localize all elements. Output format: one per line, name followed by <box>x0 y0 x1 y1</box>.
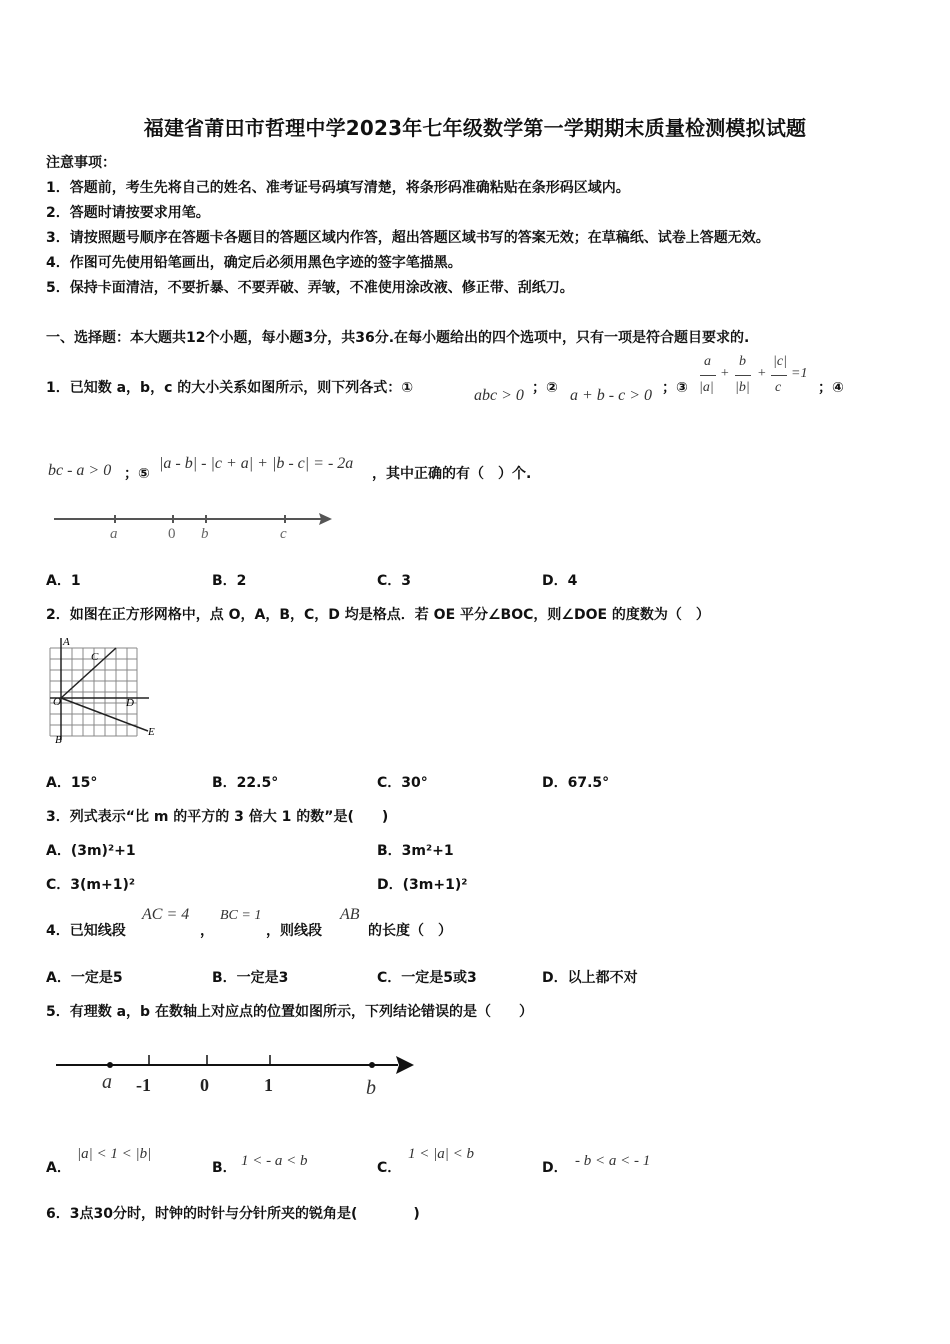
label-B: B <box>55 734 62 746</box>
q4-option-a[interactable]: A．一定是5 <box>46 970 123 986</box>
fraction-bar <box>735 375 751 376</box>
label-D: D <box>126 697 134 709</box>
q1-expr-2: a + b - c > 0 <box>570 387 653 404</box>
q4-tail: 的长度（ ） <box>368 923 452 939</box>
q1-expr-4: bc - a > 0 <box>48 462 112 479</box>
axis-arrow <box>396 1056 414 1074</box>
q6-stem: 6．3点30分时，时钟的时针与分针所夹的锐角是( ) <box>46 1206 420 1222</box>
axis-label-b: b <box>201 526 209 542</box>
label-O: O <box>53 696 61 708</box>
note-item: 2．答题时请按要求用笔。 <box>46 205 210 221</box>
q2-option-b[interactable]: B．22.5° <box>212 775 279 791</box>
q5-option-b-letter[interactable]: B． <box>212 1160 237 1176</box>
q1-option-d[interactable]: D．4 <box>542 573 578 589</box>
section-heading: 一、选择题：本大题共12个小题，每小题3分，共36分.在每小题给出的四个选项中，只有一项是符合题目要求的. <box>46 330 750 346</box>
q4-option-b[interactable]: B．一定是3 <box>212 970 289 986</box>
q5-option-c-letter[interactable]: C． <box>377 1160 402 1176</box>
axis-label-a: a <box>110 526 118 542</box>
fraction-bar <box>700 375 716 376</box>
point-a <box>107 1062 113 1068</box>
q4-option-c[interactable]: C．一定是5或3 <box>377 970 477 986</box>
q5-option-a[interactable]: |a| < 1 < |b| <box>77 1146 152 1162</box>
page-title: 福建省莆田市哲理中学2023年七年级数学第一学期期末质量检测模拟试题 <box>143 116 807 140</box>
fraction-bar <box>771 375 787 376</box>
q1-sep: ；② <box>532 380 558 396</box>
q2-stem: 2．如图在正方形网格中，点 O，A，B，C，D 均是格点．若 OE 平分∠BOC，则∠DOE 的度数为（ ） <box>46 607 710 623</box>
axis-label-c: c <box>280 526 287 542</box>
q4-sep: ， <box>200 923 214 939</box>
note-item: 1．答题前，考生先将自己的姓名、准考证号码填写清楚，将条形码准确粘贴在条形码区域内。 <box>46 180 630 196</box>
q1-expr-3: a |a| + b |b| + |c| c =1 <box>699 354 808 395</box>
ray-OC <box>61 648 116 698</box>
q4-expr-bc: BC = 1 <box>220 908 262 923</box>
q5-stem: 5．有理数 a，b 在数轴上对应点的位置如图所示，下列结论错误的是（ ） <box>46 1004 533 1020</box>
note-item: 3．请按照题号顺序在答题卡各题目的答题区域内作答，超出答题区域书写的答案无效；在草稿纸、试卷上答题无效。 <box>46 230 770 246</box>
q1-tail: ，其中正确的有（ ）个. <box>372 466 532 482</box>
q2-grid-figure <box>44 632 164 747</box>
point-b <box>369 1062 375 1068</box>
q1-option-c[interactable]: C．3 <box>377 573 412 589</box>
q2-option-a[interactable]: A．15° <box>46 775 98 791</box>
q1-expr-1: abc > 0 <box>474 387 524 404</box>
q3-option-b[interactable]: B．3m²+1 <box>377 843 454 859</box>
q1-sep: ；⑤ <box>124 466 150 482</box>
q3-stem: 3．列式表示“比 m 的平方的 3 倍大 1 的数”是( ) <box>46 809 389 825</box>
q4-expr-ab: AB <box>340 906 360 923</box>
note-item: 4．作图可先使用铅笔画出，确定后必须用黑色字迹的签字笔描黑。 <box>46 255 462 271</box>
q5-option-d[interactable]: - b < a < - 1 <box>575 1153 651 1169</box>
label-A: A <box>63 636 70 648</box>
axis-label-b: b <box>366 1077 376 1099</box>
q2-option-d[interactable]: D．67.5° <box>542 775 610 791</box>
q1-number-line <box>48 505 348 545</box>
q3-option-d[interactable]: D．(3m+1)² <box>377 877 468 893</box>
note-item: 5．保持卡面清洁，不要折暴、不要弄破、弄皱，不准使用涂改液、修正带、刮纸刀。 <box>46 280 574 296</box>
q3-option-c[interactable]: C．3(m+1)² <box>46 877 136 893</box>
q4-option-d[interactable]: D．以上都不对 <box>542 970 638 986</box>
q1-option-a[interactable]: A．1 <box>46 573 81 589</box>
axis-label-0: 0 <box>168 526 176 542</box>
q2-option-c[interactable]: C．30° <box>377 775 428 791</box>
q4-expr-ac: AC = 4 <box>142 906 190 923</box>
q5-option-b[interactable]: 1 < - a < b <box>241 1153 308 1169</box>
q5-option-c[interactable]: 1 < |a| < b <box>408 1146 474 1162</box>
axis-label-0: 0 <box>200 1075 209 1095</box>
q4-stem: 4．已知线段 <box>46 923 126 939</box>
q5-option-a-letter[interactable]: A． <box>46 1160 71 1176</box>
notes-header: 注意事项： <box>46 155 116 171</box>
label-C: C <box>91 651 99 663</box>
q1-expr-5: |a - b| - |c + a| + |b - c| = - 2a <box>159 455 354 472</box>
q3-option-a[interactable]: A．(3m)²+1 <box>46 843 136 859</box>
q5-number-line <box>52 1048 422 1103</box>
q1-stem: 1．已知数 a，b，c 的大小关系如图所示，则下列各式：① <box>46 380 414 396</box>
q1-sep: ；④ <box>818 380 844 396</box>
label-E: E <box>148 726 155 738</box>
axis-label-minus1: -1 <box>136 1075 151 1095</box>
axis-label-1: 1 <box>264 1075 273 1095</box>
q5-option-d-letter[interactable]: D． <box>542 1160 568 1176</box>
q1-option-b[interactable]: B．2 <box>212 573 247 589</box>
q1-sep: ；③ <box>662 380 688 396</box>
axis-label-a: a <box>102 1071 112 1093</box>
q4-mid: ，则线段 <box>266 923 322 939</box>
